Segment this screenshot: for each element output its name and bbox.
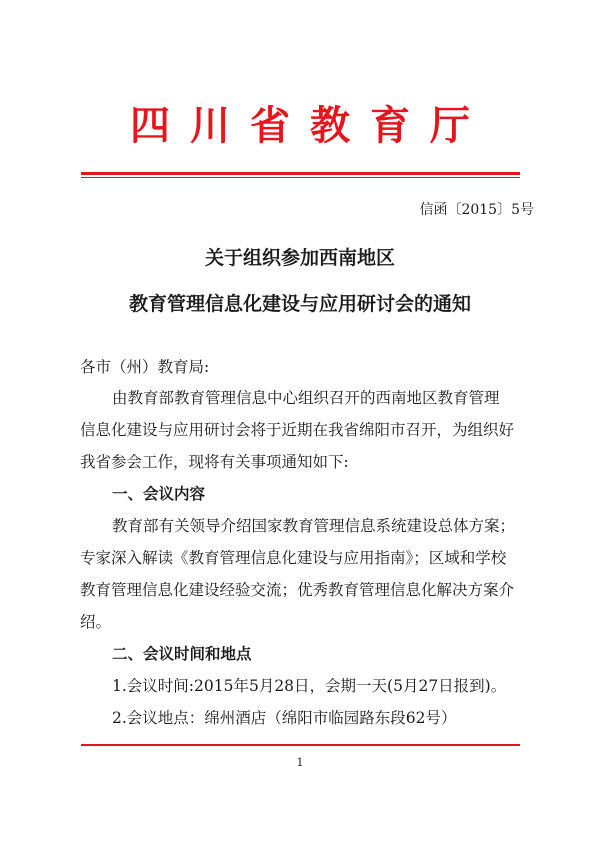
footer-rule [81,744,520,746]
section-1-line-3: 教育管理信息化建设经验交流；优秀教育管理信息化解决方案介 [80,581,515,599]
page-number: 1 [296,756,304,769]
document-title-line-1: 关于组织参加西南地区 [204,247,395,269]
document-number: 信函〔2015〕5号 [419,202,534,218]
intro-line-2: 信息化建设与应用研讨会将于近期在我省绵阳市召开，为组织好 [80,421,515,439]
intro-line-3: 我省参会工作，现将有关事项通知如下: [80,453,349,471]
section-1-line-4: 绍。 [80,613,112,631]
intro-line-1: 由教育部教育管理信息中心组织召开的西南地区教育管理 [112,389,500,407]
meeting-location: 2.会议地点：绵州酒店（绵阳市临园路东段62号） [112,709,457,727]
letterhead-title: 四川省教育厅 [130,102,490,149]
meeting-time: 1.会议时间:2015年5月28日，会期一天(5月27日报到)。 [112,677,507,695]
salutation: 各市（州）教育局: [80,358,210,376]
letterhead-rule-thick [81,172,520,175]
section-2-heading: 二、会议时间和地点 [112,644,252,663]
document-title-line-2: 教育管理信息化建设与应用研讨会的通知 [128,293,471,315]
section-1-line-2: 专家深入解读《教育管理信息化建设与应用指南》；区域和学校 [80,549,507,567]
section-1-heading: 一、会议内容 [112,484,206,503]
section-1-line-1: 教育部有关领导介绍国家教育管理信息系统建设总体方案； [112,517,516,535]
letterhead-rule-thin [81,177,520,178]
